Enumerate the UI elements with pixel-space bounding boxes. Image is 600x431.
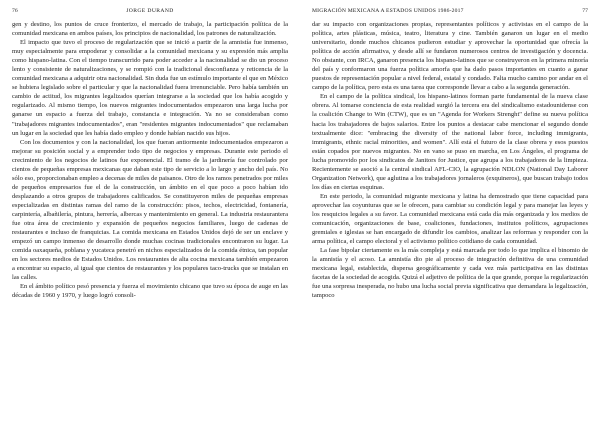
- right-paragraph-2: En el campo de la política sindical, los hispano-latinos forman parte fundamental de la nueva clase obrera. Al tomarse conciencia de esta realidad surgió la tercera era del sindicalismo estadounidense con la coalición Change to Win (CTW), que es un "Agenda for Workers Strenght" define su nueva política hacia los trabajadores de bajos salarios. Entre los puntos a destacar cabe mencionar el segundo donde textualmente dice: "embracing the diversity of the national labor force, including immigrants, immigrants, ethnic racial minorities, and women". Allí está el futuro de la clase obrera y esos puestos están copados por nuevos migrantes. No en vano se puso en marcha, en Los Ángeles, el programa de lucha promovido por los sindicatos de Janitors for Justice, que agrupa a los trabajadores de la limpieza. Recientemente se asoció a la central sindical AFL-CIO, la agrupación NDLON (National Day Laborer Organization Network), que aglutina a los trabajadores jornaleros (exquineros), que buscan trabajo todos los días en ciertas esquinas.: [312, 93, 588, 191]
- right-paragraph-3: En este periodo, la comunidad migrante mexicana y latina ha demostrado que tiene capacidad para aprovechar las coyunturas que se le ofrecen, para cambiar su condición legal y para manejar las leyes y los resquicios legales a su favor. La comunidad mexicana está cada día más organizada y los medios de comunicación, organizaciones de base, coaliciones, fundaciones, institutos políticos, agrupaciones gremiales e iglesias se han encargado de difundir los cambios, analizar las reformas y responder con la arma política, el campo electoral y el activismo político cotidiano de cada comunidad.: [312, 192, 588, 246]
- left-page-number: 76: [12, 8, 18, 14]
- left-body-text: [12, 20, 288, 429]
- left-page: [12, 0, 288, 431]
- left-running-head-title: JORGE DURAND: [126, 8, 174, 14]
- right-page-number: 77: [582, 8, 588, 14]
- right-page: [312, 0, 588, 431]
- left-paragraph-1: gen y destino, los puntos de cruce fronterizo, el mercado de trabajo, la participación política de la comunidad mexicana en ambos países, los principios de nacionalidad, los patrones de naturalización.: [12, 21, 288, 38]
- left-paragraph-4: En el ámbito político pesó presencia y fuerza el movimiento chicano que tuvo su época de auge en las décadas de 1960 y 1970, y luego logró consoli-: [12, 283, 288, 300]
- right-running-head: [312, 6, 588, 16]
- left-paragraph-2: El impacto que tuvo el proceso de regularización que se inició a partir de la amnistía fue inmenso, muy especialmente para empoderar y consolidar a la comunidad mexicana y su expresión más amplia como hispano-latina. Con el tiempo transcurrido para poder acceder a la nacionalidad se dio un proceso lento y consistente de naturalizaciones, y se rompió con la tradicional desconfianza y reticencia de la comunidad mexicana a adquirir otra nacionalidad. Sin duda fue un estímulo importante el que en México se hubiera legislado sobre el particular y que la nacionalidad fuera irrenunciable. Pero había también un cambio de actitud, los migrantes legalizados querían integrarse a la sociedad que los había acogido y regularizado. Al mismo tiempo, los nuevos migrantes indocumentados empezaron una larga lucha por ganarse un espacio a fuerza del trabajo, constancia e integración. Ya no se consideraban como "trabajadores migrantes indocumentados", eran "residentes migrantes indocumentados" que reclamaban un lugar en la sociedad que les había dado empleo y donde habían nacido sus hijos.: [12, 39, 288, 137]
- left-paragraph-3: Con los documentos y con la nacionalidad, los que fueran antiormente indocumentados empezaron a mejorar su posición social y a emprender todo tipo de negocios y empresas. Durante este periodo el crecimiento de los negocios de latinos fue exponencial. El tramo de la jardinería fue controlado por cientos de pequeñas empresas mexicanas que daban este tipo de servicio a lo largo y ancho del país. No sólo eso, proporcionaban empleo a decenas de miles de paisanos. Otro de los ramos penetrados por miles de pequeños empresarios fue el de la construcción, un ámbito en el que poco a poco habían ido desplazando a otros grupos de trabajadores calificados. Se constituyeron miles de pequeñas empresas especializadas en distintas ramas del ramo de la construcción: pisos, techos, electricidad, fontanería, carpintería, albañilería, pintura, herrería, albercas y mantenimiento en general. La industria restaurantera fue otra área de crecimiento y expansión de pequeños negocios familiares, luego de cadenas de restaurantes e incluso de franquicias. La comida mexicana en Estados Unidos dejó de ser un enclave y empezó un campo inmenso de desarrollo donde muchas cocinas tradicionales encontraron su lugar. La comida oaxaqueña, poblana y yucateca penetró en nichos especializados de la comida étnica, tan popular en los sectores medios de Estados Unidos. Los restaurantes de alta cocina mexicana también empezaron a encontrar su espacio, al igual que cientos de restaurantes y los populares taco-trucks que se instalan en las calles.: [12, 138, 288, 282]
- right-running-head-title: MIGRACIÓN MEXICANA A ESTADOS UNIDOS 1986-2017: [312, 8, 464, 14]
- right-paragraph-1: dar su impacto con organizaciones propias, representantes políticos y activistas en el campo de la política, artes plásticas, música, teatro, literatura y cine. También ganaron un lugar en el medio universitario, donde muchos chicanos pudieron estudiar y aprovechar la oportunidad que ofrecía la política de acción afirmativa, y desde allí se fundaron numerosos centros de investigación y docencia. No obstante, con IRCA, ganaron presencia los hispano-latinos que se construyeron en la primera minoría del país y conformaron una fuerza política amorfa que ha dado pasos importantes en cuanto a ganar puestos de representación popular a nivel federal, estatal y condado. Falta mucho camino por andar en el campo de la política, pero esta es una tarea que corresponde llevar a cabo a la segunda generación.: [312, 21, 588, 92]
- left-running-head: [12, 6, 288, 16]
- right-paragraph-4: La fase bipolar ciertamente es la más compleja y está marcada por todo lo que implica el binomio de la amnistía y el acoso. La amnistía dio pie al proceso de integración definitiva de una comunidad mexicana legal, establecida, dispersa geográficamente y cada vez más participativa en las distintas facetas de la sociedad de acogida. Quizá el adjetivo de política de la que grande, porque la regularización fue una sorpresa inesperada, no hubo una lucha social previa significativa que demandara la legalización, tampoco: [312, 247, 588, 300]
- right-body-text: [312, 20, 588, 429]
